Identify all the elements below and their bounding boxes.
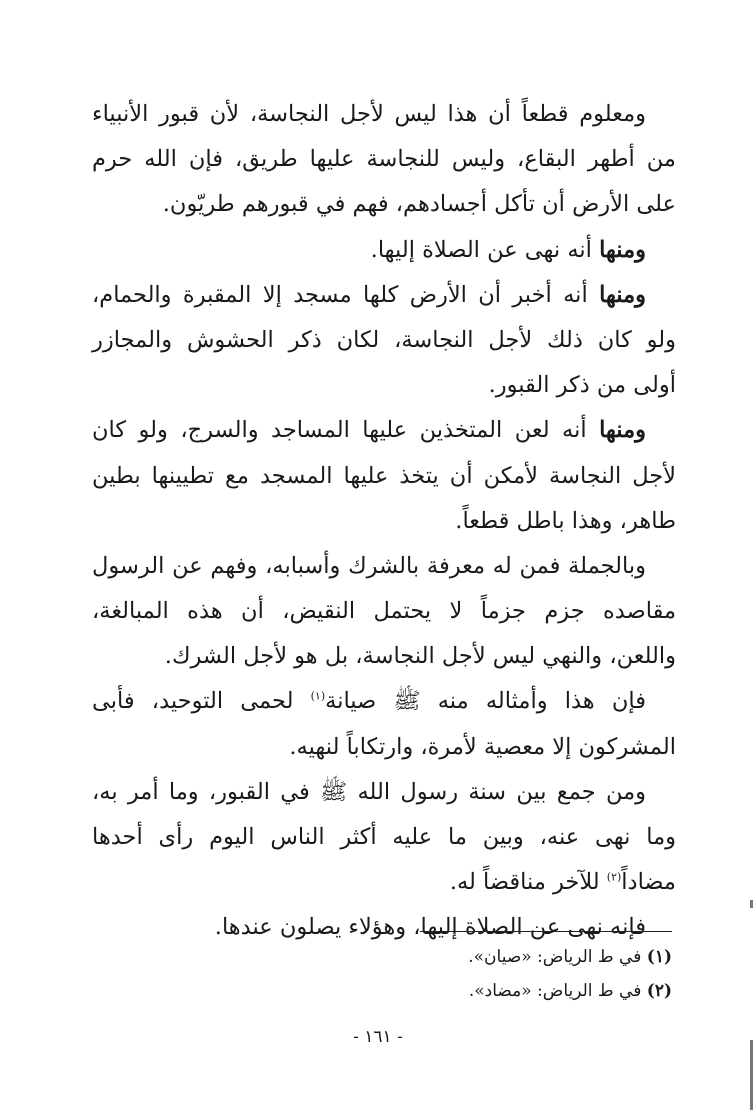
footnote-divider xyxy=(420,931,672,932)
text-line: ومنها أنه لعن المتخذين عليها المساجد والسرج، ولو كان xyxy=(92,417,646,444)
paragraph-4 xyxy=(92,408,676,544)
paragraph-6 xyxy=(92,679,676,769)
footnote-1: (١) في ط الرياض: «صيان». xyxy=(468,947,672,967)
paragraph-7 xyxy=(92,770,676,906)
text-line: واللعن، والنهي ليس لأجل النجاسة، بل هو لأجل الشرك. xyxy=(164,643,676,670)
paragraph-5 xyxy=(92,544,676,680)
text-line: طاهر، وهذا باطل قطعاً. xyxy=(455,507,676,534)
text-line: مقاصده جزم جزماً لا يحتمل النقيض، أن هذه المبالغة، xyxy=(92,598,676,625)
text-line: وبالجملة فمن له معرفة بالشرك وأسبابه، وفهم عن الرسول xyxy=(92,552,646,579)
footnote-2: (٢) في ط الرياض: «مضاد». xyxy=(468,981,672,1001)
paragraph-3 xyxy=(92,273,676,409)
paragraph-lead: ومنها xyxy=(599,417,646,444)
footnotes xyxy=(372,940,672,1008)
paragraph-lead: ومنها xyxy=(599,236,646,263)
text-line: من أطهر البقاع، وليس للنجاسة عليها طريق، فإن الله حرم xyxy=(92,146,676,173)
text-line: ومعلوم قطعاً أن هذا ليس لأجل النجاسة، لأن قبور الأنبياء xyxy=(92,101,646,127)
page-number: - ١٦١ - xyxy=(353,1027,403,1047)
main-text xyxy=(92,92,676,951)
text-line: المشركون إلا معصية لأمرة، وارتكاباً لنهيه. xyxy=(289,733,676,760)
text-line: ومن جمع بين سنة رسول الله ﷺ في القبور، وما أمر به، xyxy=(92,778,646,805)
text-line: ولو كان ذلك لأجل النجاسة، لكان ذكر الحشوش والمجازر xyxy=(92,326,676,353)
text-line: فإن هذا وأمثاله منه ﷺ صيانة$^{(١)}$ لحمى التوحيد، فأبى xyxy=(92,688,646,715)
text-line: ومنها أنه أخبر أن الأرض كلها مسجد إلا المقبرة والحمام، xyxy=(92,281,646,308)
scan-edge-mark xyxy=(750,900,753,908)
text-line: مضاداً$^{(٢)}$ للآخر مناقضاً له. xyxy=(449,869,676,896)
text-line: ومنها أنه نهى عن الصلاة إليها. xyxy=(370,236,646,263)
text-line: فإنه نهى عن الصلاة إليها، وهؤلاء يصلون عندها. xyxy=(214,914,646,941)
text-line: أولى من ذكر القبور. xyxy=(488,372,676,399)
text-line: لأجل النجاسة لأمكن أن يتخذ عليها المسجد مع تطيينها بطين xyxy=(92,462,676,489)
text-line: على الأرض أن تأكل أجسادهم، فهم في قبورهم طريّون. xyxy=(162,191,676,218)
text-line: وما نهى عنه، وبين ما عليه أكثر الناس اليوم رأى أحدها xyxy=(92,824,676,850)
paragraph-1 xyxy=(92,92,676,228)
scan-edge-mark xyxy=(750,1040,753,1110)
footnote-ref-1[interactable]: (١) xyxy=(310,689,326,703)
footnote-ref-2[interactable]: (٢) xyxy=(606,870,622,884)
paragraph-lead: ومنها xyxy=(599,281,646,308)
paragraph-2 xyxy=(92,228,676,273)
